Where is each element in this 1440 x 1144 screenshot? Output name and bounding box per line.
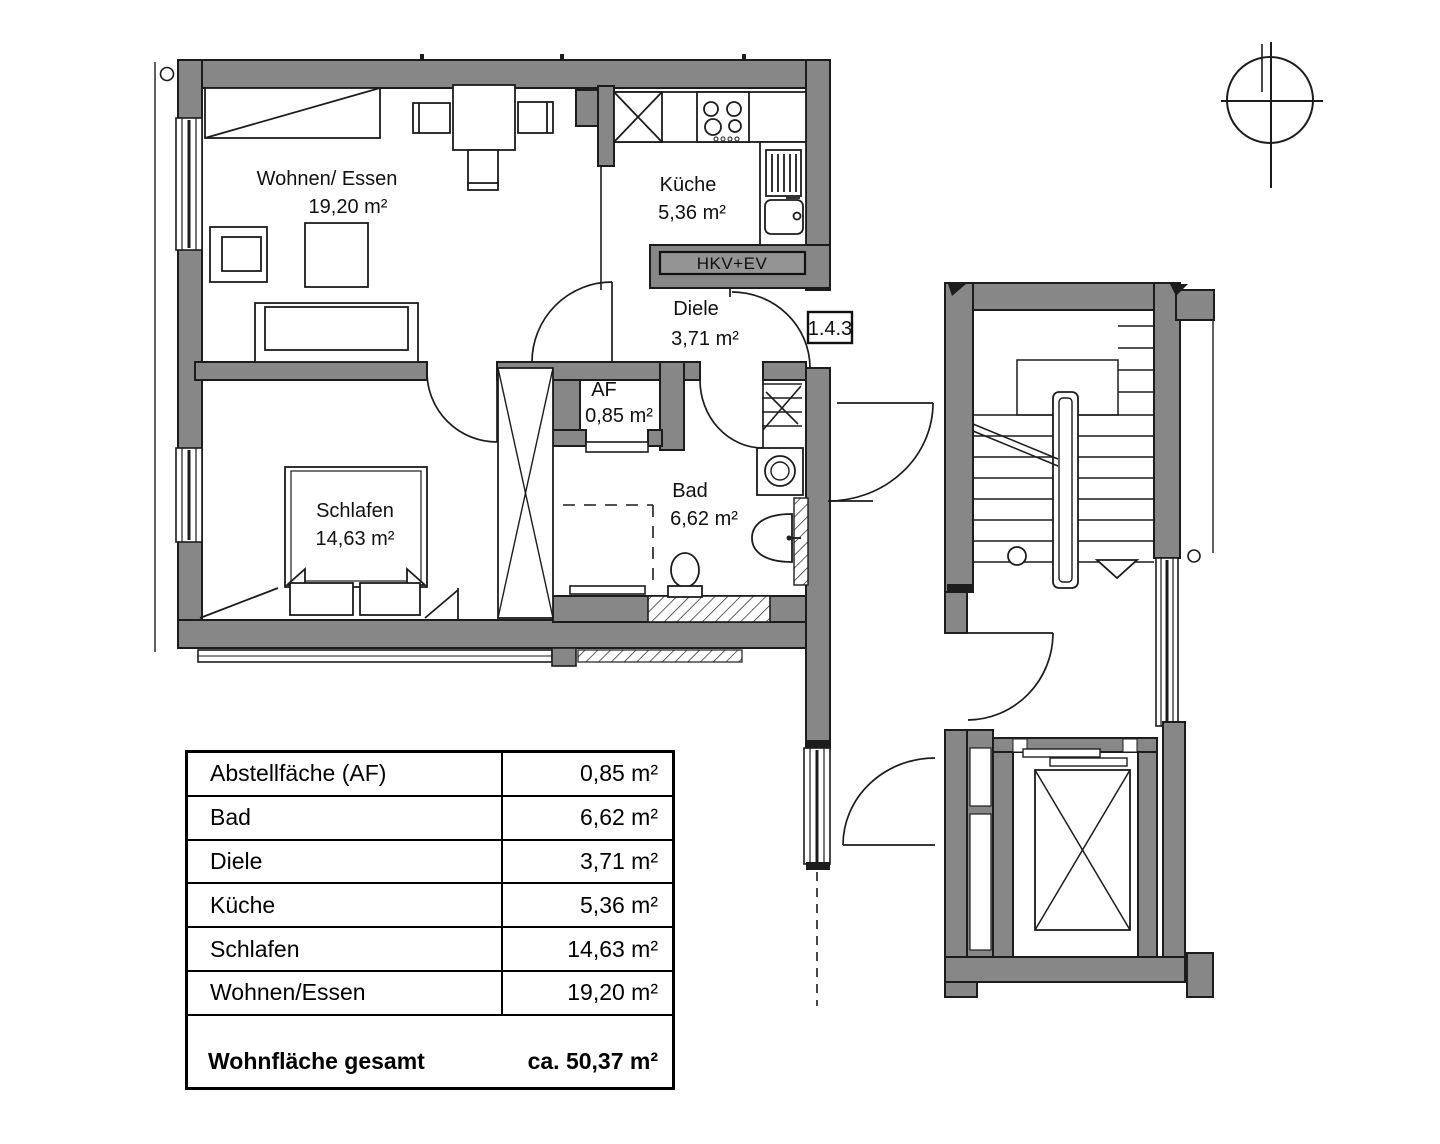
table-row-value: 19,20 m² (501, 972, 672, 1014)
af-threshold (586, 442, 648, 452)
staircase-block (945, 283, 1214, 726)
table-row-label: Abstellfäche (AF) (210, 760, 387, 787)
elevator-lobby-door (967, 633, 1053, 720)
stair-down-arrow-icon (1097, 560, 1137, 578)
room-label-bad-name: Bad (672, 480, 708, 502)
tv-board (210, 227, 267, 282)
reference-point-icon (161, 68, 174, 81)
living-room-window (176, 118, 202, 250)
lower-corridor-door (843, 758, 935, 845)
stair-railing (1053, 392, 1078, 588)
unit-number-box (808, 312, 852, 343)
hkv-niche (650, 245, 830, 288)
table-row-label: Diele (210, 847, 263, 874)
bedroom-window (176, 448, 202, 542)
table-row (188, 928, 672, 972)
area-table (185, 750, 675, 1090)
shower-zone (563, 505, 653, 594)
drainboard (766, 150, 801, 196)
table-row-label: Küche (210, 891, 276, 918)
bed (285, 467, 427, 587)
room-label-diele-area: 3,71 m² (671, 328, 739, 350)
table-row-label: Bad (210, 804, 251, 831)
room-label-kueche-area: 5,36 m² (658, 202, 726, 224)
table-row-value: 14,63 m² (501, 928, 672, 970)
table-row (188, 797, 672, 841)
nightstand (290, 583, 353, 615)
elevator-car (1035, 770, 1130, 930)
fridge (614, 92, 662, 142)
room-label-diele-name: Diele (673, 298, 719, 320)
washing-machine (757, 448, 803, 495)
table-row-value: 5,36 m² (501, 884, 672, 926)
room-label-wohnen-area: 19,20 m² (308, 196, 388, 218)
sofa (255, 303, 418, 362)
room-label-af-area: 0,85 m² (585, 405, 653, 427)
room-label-bad-area: 6,62 m² (670, 508, 738, 530)
sideboard (205, 88, 380, 138)
toilet (668, 553, 702, 597)
hatched-threshold (648, 596, 770, 622)
nightstand (360, 583, 420, 615)
table-total-row (188, 1016, 672, 1087)
apartment-entry-door (730, 288, 810, 367)
closet-x (498, 368, 553, 618)
table-total-label: Wohnfläche gesamt (208, 1048, 425, 1074)
table-row-label: Wohnen/Essen (210, 979, 366, 1006)
shower-wall-hatch (794, 498, 808, 585)
side-table (305, 223, 368, 287)
table-row-value: 3,71 m² (501, 841, 672, 883)
living-diele-door (532, 282, 612, 362)
corridor-door (828, 403, 933, 501)
stair-post-icon (1008, 547, 1026, 565)
table-row (188, 841, 672, 885)
stair-window (1156, 558, 1178, 726)
table-row-value: 6,62 m² (501, 797, 672, 839)
room-label-schlafen-area: 14,63 m² (315, 528, 395, 550)
room-label-wohnen-name: Wohnen/ Essen (256, 168, 398, 190)
room-label-af-name: AF (591, 379, 617, 401)
table-total-value: ca. 50,37 m² (527, 1048, 658, 1074)
table-row (188, 884, 672, 928)
coat-rack-icon (762, 384, 802, 430)
reference-point-icon (1188, 550, 1200, 562)
room-label-schlafen-name: Schlafen (316, 500, 394, 522)
north-symbol-icon (1221, 42, 1323, 188)
bath-door (700, 380, 763, 448)
table-row-value: 0,85 m² (501, 753, 672, 795)
table-row-label: Schlafen (210, 935, 300, 962)
room-label-kueche-name: Küche (659, 174, 717, 196)
stair-stringer (973, 424, 1058, 466)
stove (697, 92, 749, 142)
bedroom-door (427, 372, 497, 442)
below-apartment-band (198, 648, 742, 666)
table-row (188, 972, 672, 1016)
kitchen-sink (765, 198, 803, 234)
hkv-ev-label: HKV+EV (696, 254, 768, 273)
dining-table (453, 85, 515, 150)
corridor-window (804, 740, 830, 870)
living-room-furniture (205, 85, 553, 362)
dining-set (413, 85, 553, 190)
unit-number-label: 1.4.3 (807, 318, 853, 340)
chair (468, 150, 498, 186)
duct (576, 90, 598, 126)
table-row (188, 753, 672, 797)
